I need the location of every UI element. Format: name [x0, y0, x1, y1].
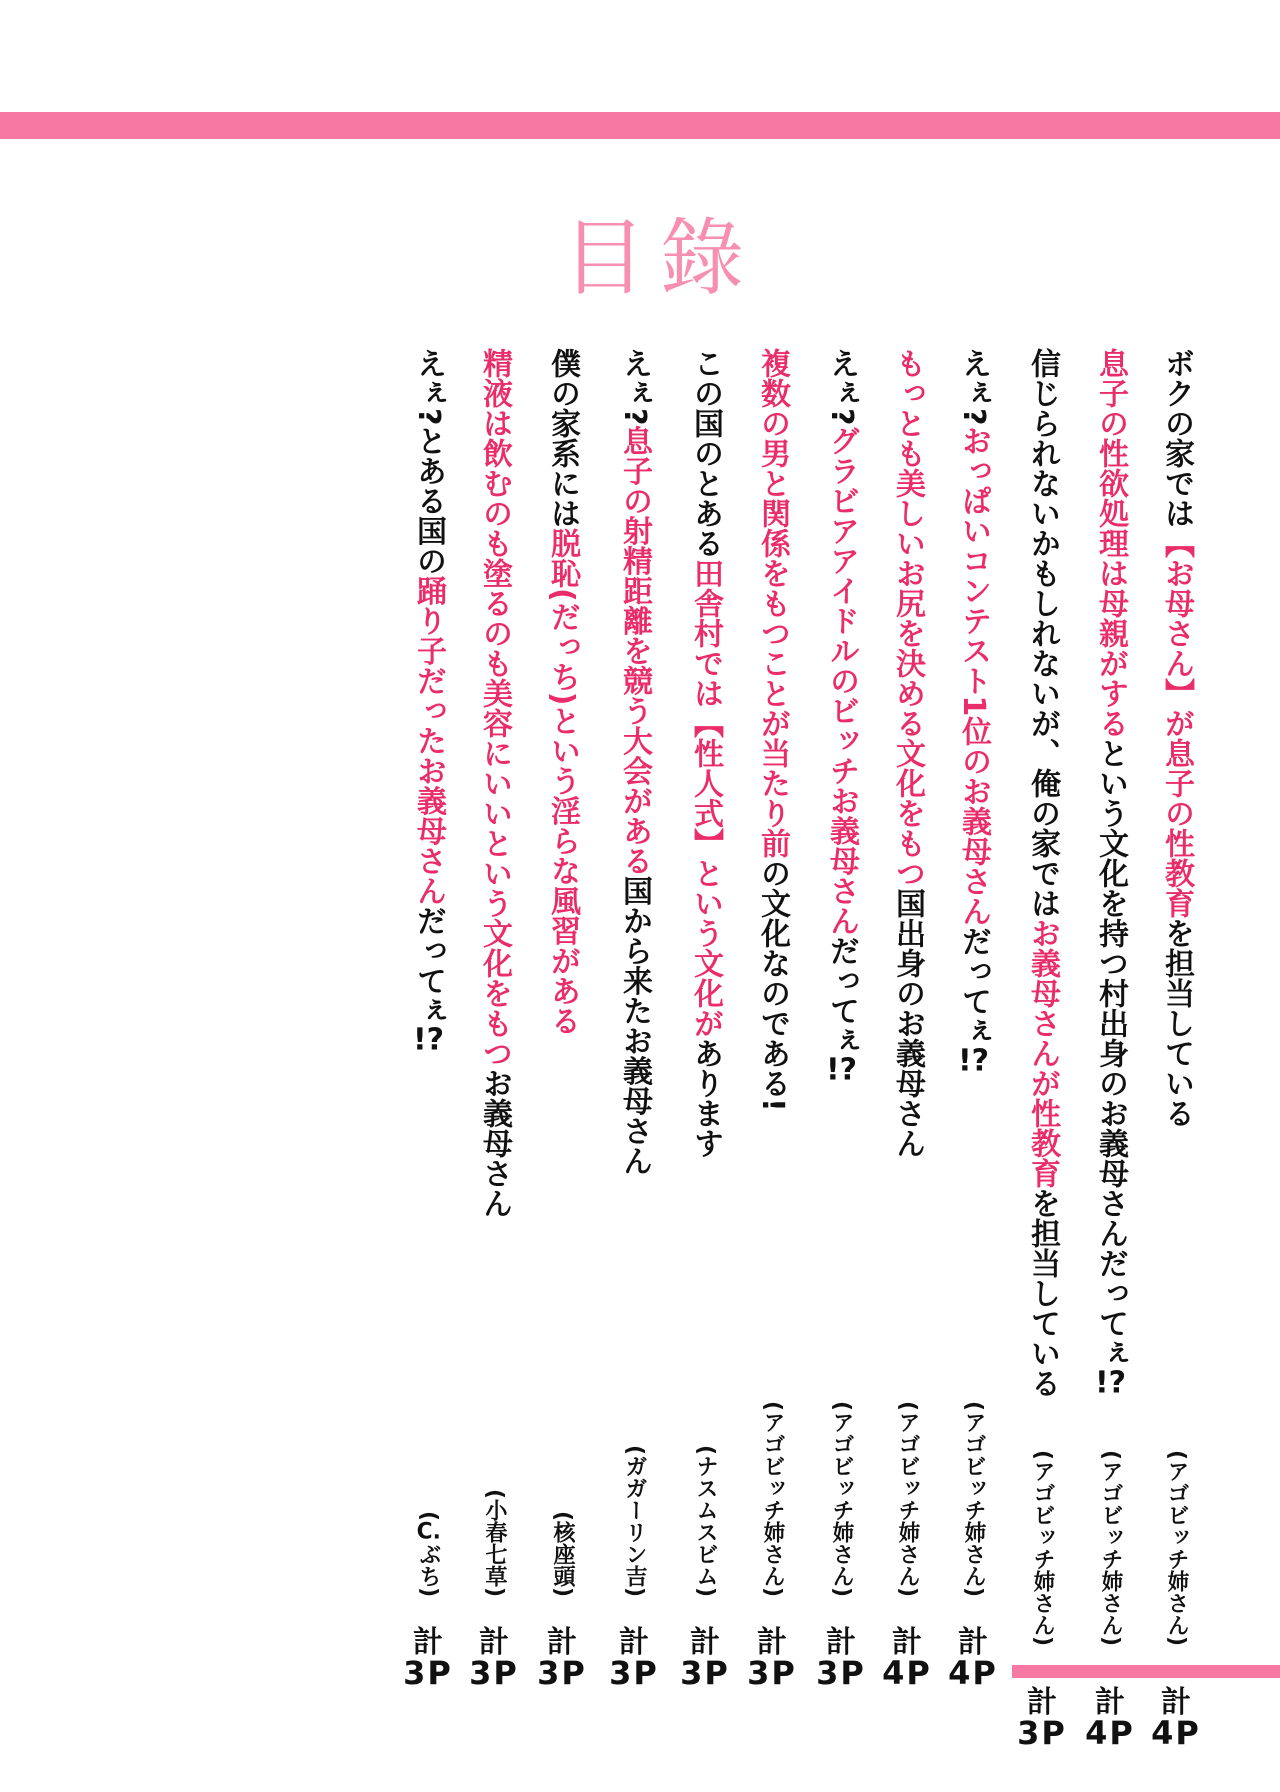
title-segment: の文化なのである!	[755, 858, 790, 1112]
title-segment: 踊り子だったお義母さん	[411, 575, 446, 906]
entry-title	[887, 348, 927, 1158]
title-segment: 息子の射精距離を競う大会がある	[617, 425, 652, 876]
title-segment: 国から来たお義母さん	[617, 875, 652, 1176]
page-count-value: 4P	[948, 1654, 998, 1692]
entry-page-count	[393, 1625, 463, 1692]
title-segment: を担当している	[1159, 918, 1194, 1128]
page-count-label: 計	[1027, 1685, 1057, 1720]
page-count-label: 計	[690, 1625, 720, 1660]
page-title: 目錄	[562, 209, 759, 307]
page-count-value: 3P	[680, 1654, 730, 1692]
entry-page-count	[599, 1625, 669, 1692]
page-count-label: 計	[892, 1625, 922, 1660]
tate-chu-yoko: !?	[957, 1046, 990, 1077]
title-segment: えぇ?	[956, 348, 991, 426]
entry-author: (小春七草)	[482, 1488, 507, 1597]
entry-title	[408, 348, 448, 1055]
title-segment: えぇ?	[617, 348, 652, 426]
page-count-value: 3P	[537, 1654, 587, 1692]
title-segment: あります	[688, 1038, 723, 1158]
page-count-label: 計	[757, 1625, 787, 1660]
entry-author: (C.ぶち)	[416, 1510, 441, 1597]
title-segment: グラビアアイドルのビッチお義母さん	[824, 425, 859, 936]
entry-page-count	[1075, 1685, 1145, 1752]
tate-chu-yoko: !?	[1094, 1368, 1127, 1398]
page-count-label: 計	[547, 1625, 577, 1660]
entry-title	[1022, 348, 1062, 1398]
entry-page-count	[872, 1625, 942, 1692]
entry-page-count	[806, 1625, 876, 1692]
page-count-label: 計	[826, 1625, 856, 1660]
entry-page-count	[670, 1625, 740, 1692]
title-segment: えぇ?	[824, 348, 859, 426]
page-count-label: 計	[1161, 1685, 1191, 1720]
entry-title	[1156, 348, 1196, 1128]
title-segment: だってぇ!?	[411, 905, 446, 1056]
entry-page-count	[527, 1625, 597, 1692]
title-segment: ボクの家では	[1159, 348, 1194, 528]
page-count-value: 3P	[609, 1654, 659, 1692]
entry-author: (アゴビッチ姉さん)	[829, 1400, 854, 1597]
title-segment: えぇ?とある国の	[411, 348, 446, 576]
page-count-value: 3P	[469, 1654, 519, 1692]
page-count-label: 計	[413, 1625, 443, 1660]
title-segment: 息子の性欲処理は母親がする	[1093, 348, 1128, 738]
page-count-value: 3P	[747, 1654, 797, 1692]
title-segment: 国出身のお義母さん	[890, 888, 925, 1158]
title-segment: お義母さんが性教育	[1025, 918, 1060, 1188]
entry-title	[821, 348, 861, 1085]
entry-page-count	[737, 1625, 807, 1692]
page-count-value: 3P	[816, 1654, 866, 1692]
title-segment: 【お母さん】が息子の性教育	[1159, 528, 1194, 918]
page-count-value: 3P	[1017, 1714, 1067, 1752]
tate-chu-yoko: C.	[416, 1520, 441, 1543]
title-segment: を担当している	[1025, 1188, 1060, 1398]
entry-title	[752, 348, 792, 1112]
page-count-label: 計	[479, 1625, 509, 1660]
title-segment: 精液は飲むのも塗るのも美容にいいという文化をもつ	[477, 348, 512, 1068]
title-segment: 僕の家系には	[545, 348, 580, 528]
entry-author: (ガガーリン吉)	[622, 1444, 647, 1597]
entry-title	[474, 348, 514, 1218]
page-count-label: 計	[1095, 1685, 1125, 1720]
entry-author: (アゴビッチ姉さん)	[1098, 1449, 1123, 1646]
entry-title	[685, 348, 725, 1158]
entry-author: (アゴビッチ姉さん)	[961, 1400, 986, 1597]
entry-page-count	[938, 1625, 1008, 1692]
tate-chu-yoko: !?	[412, 1025, 445, 1056]
entry-author: (ナスムスビム)	[693, 1444, 718, 1597]
page-count-label: 計	[958, 1625, 988, 1660]
series-underline-bar	[1012, 1665, 1280, 1678]
title-segment: 脱恥(だっち)という淫らな風習がある	[545, 528, 580, 1036]
page-count-value: 4P	[1151, 1714, 1201, 1752]
title-segment: だってぇ!?	[956, 926, 991, 1077]
entry-author: (核座頭)	[550, 1510, 575, 1597]
title-segment: もっとも美しいお尻を決める文化をもつ	[890, 348, 925, 888]
page-count-value: 3P	[403, 1654, 453, 1692]
entry-page-count	[1007, 1685, 1077, 1752]
entry-author: (アゴビッチ姉さん)	[760, 1400, 785, 1597]
page-count-value: 4P	[1085, 1714, 1135, 1752]
page-count-label: 計	[619, 1625, 649, 1660]
title-segment: お義母さん	[477, 1068, 512, 1218]
title-segment: おっぱいコンテスト1位のお義母さん	[956, 425, 991, 927]
entry-title	[614, 348, 654, 1175]
title-segment: 信じられないかもしれないが、俺の家では	[1025, 348, 1060, 918]
entry-title	[1090, 348, 1130, 1398]
title-segment: 複数の男と関係をもつことが当たり前	[755, 348, 790, 858]
entry-title	[542, 348, 582, 1035]
title-segment: 田舎村では【性人式】という文化が	[688, 558, 723, 1038]
entry-page-count	[459, 1625, 529, 1692]
entry-author: (アゴビッチ姉さん)	[1164, 1449, 1189, 1646]
tate-chu-yoko: !?	[825, 1055, 858, 1086]
page-count-value: 4P	[882, 1654, 932, 1692]
title-segment: という文化を持つ村出身のお義母さんだってぇ!?	[1093, 738, 1128, 1398]
entry-author: (アゴビッチ姉さん)	[895, 1400, 920, 1597]
entry-title	[953, 348, 993, 1076]
entry-page-count	[1141, 1685, 1211, 1752]
title-segment: この国のとある	[688, 348, 723, 558]
entry-author: (アゴビッチ姉さん)	[1030, 1449, 1055, 1646]
top-accent-bar	[0, 112, 1280, 139]
title-segment: だってぇ!?	[824, 935, 859, 1086]
